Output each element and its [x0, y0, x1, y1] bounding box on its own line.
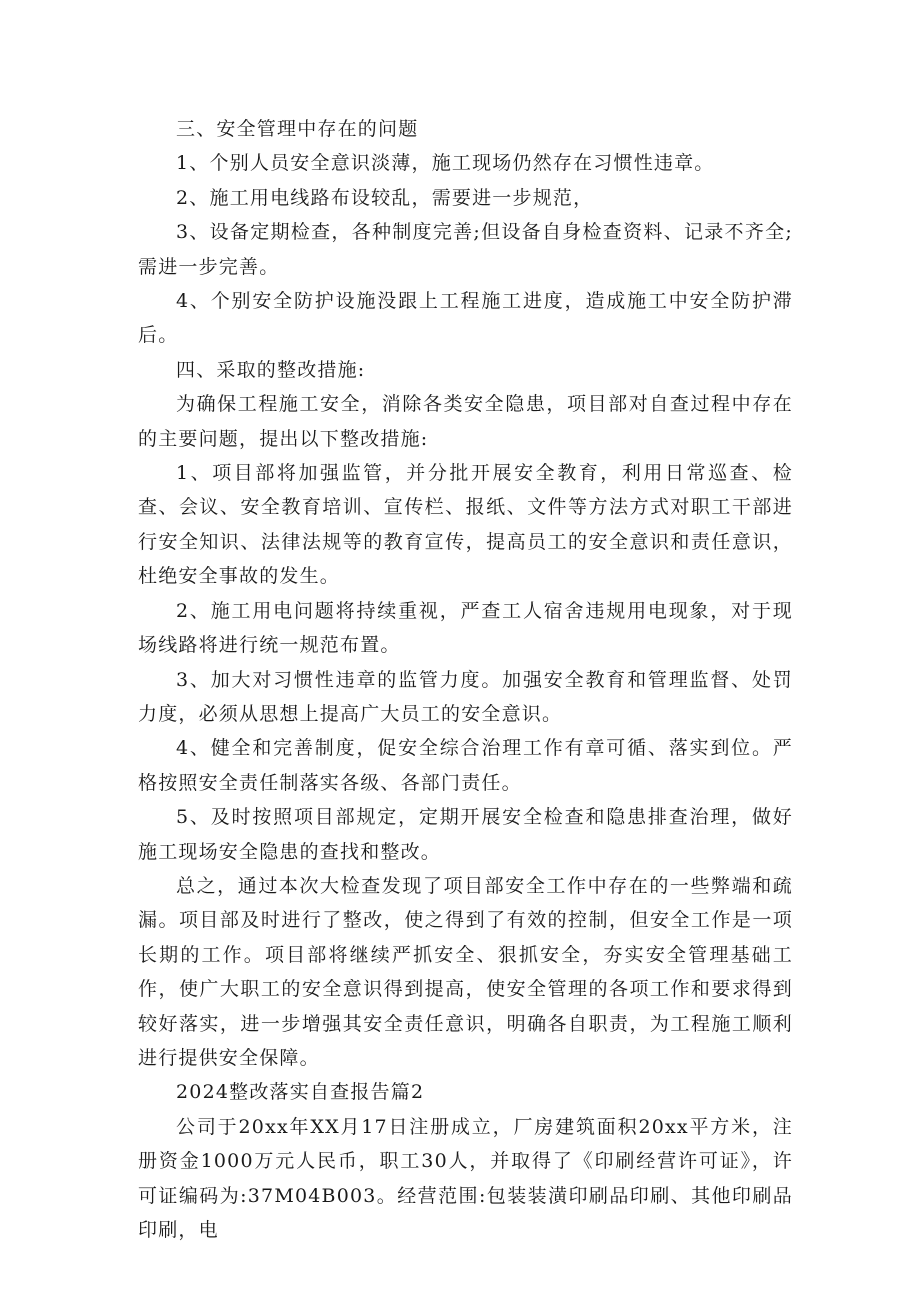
- measure-item-4: 4、健全和完善制度，促安全综合治理工作有章可循、落实到位。严格按照安全责任制落实各级、各部门责任。: [138, 737, 793, 794]
- problem-item-1: 1、个别人员安全意识淡薄，施工现场仍然存在习惯性违章。: [176, 152, 715, 175]
- problem-item-4: 4、个别安全防护设施没跟上工程施工进度，造成施工中安全防护滞后。: [138, 290, 793, 347]
- measure-item-3: 3、加大对习惯性违章的监管力度。加强安全教育和管理监督、处罚力度，必须从思想上提高广大员工的安全意识。: [138, 668, 793, 725]
- section-heading-problems: 三、安全管理中存在的问题: [176, 118, 419, 140]
- report-title-part-2: 2024整改落实自查报告篇2: [176, 1081, 425, 1104]
- summary-paragraph: 总之，通过本次大检查发现了项目部安全工作中存在的一些弊端和疏漏。项目部及时进行了整改，使之得到了有效的控制，但安全工作是一项长期的工作。项目部将继续严抓安全、狠抓安全，夯实安全管理基础工作，使广大职工的安全意识得到提高，使安全管理的各项工作和要求得到较好落实，进一步增强其安全责任意识，明确各自职责，为工程施工顺利进行提供安全保障。: [138, 874, 793, 1069]
- measure-item-1: 1、项目部将加强监管，并分批开展安全教育，利用日常巡查、检查、会议、安全教育培训、宣传栏、报纸、文件等方法方式对职工干部进行安全知识、法律法规等的教育宣传，提高员工的安全意识和责任意识，杜绝安全事故的发生。: [138, 462, 793, 588]
- company-intro-paragraph: 公司于20xx年XX月17日注册成立，厂房建筑面积20xx平方米，注册资金1000万元人民币，职工30人，并取得了《印刷经营许可证》，许可证编码为:37M04B003。经营范围:包装装潢印刷品印刷、其他印刷品印刷，电: [138, 1115, 793, 1241]
- measure-item-5: 5、及时按照项目部规定，定期开展安全检查和隐患排查治理，做好施工现场安全隐患的查找和整改。: [138, 806, 793, 863]
- measure-item-2: 2、施工用电问题将持续重视，严查工人宿舍违规用电现象，对于现场线路将进行统一规范布置。: [138, 599, 793, 657]
- measures-intro: 为确保工程施工安全，消除各类安全隐患，项目部对自查过程中存在的主要问题，提出以下整改措施:: [138, 393, 793, 450]
- section-heading-measures: 四、采取的整改措施:: [176, 358, 366, 381]
- problem-item-3: 3、设备定期检查，各种制度完善;但设备自身检查资料、记录不齐全;需进一步完善。: [138, 221, 793, 278]
- document-body: [138, 112, 793, 1247]
- problem-item-2: 2、施工用电线路布设较乱，需要进一步规范，: [176, 186, 594, 209]
